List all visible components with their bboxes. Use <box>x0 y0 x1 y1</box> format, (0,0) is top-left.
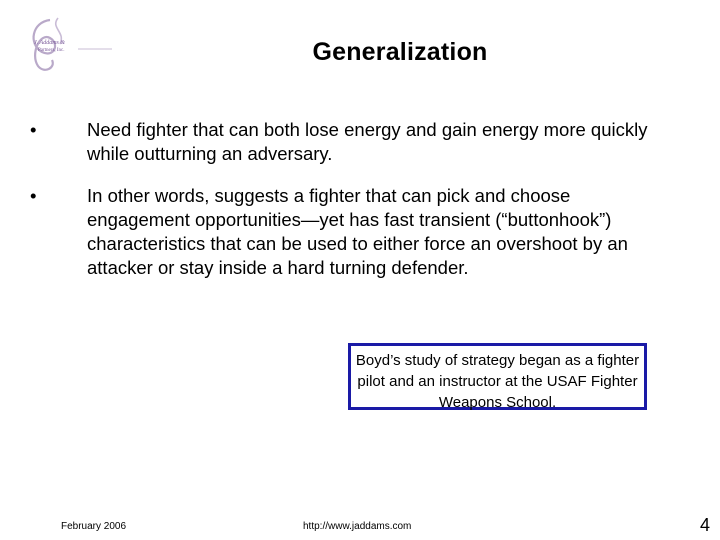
bullet-list <box>30 118 670 298</box>
bullet-text: Need fighter that can both lose energy and gain energy more quickly while outturning an adversary. <box>87 119 648 164</box>
logo-text: J. Addams & <box>34 40 66 46</box>
company-logo-icon <box>20 14 120 74</box>
footer-url: http://www.jaddams.com <box>303 521 412 532</box>
logo-subtext: Partners, Inc. <box>38 48 65 53</box>
bullet-item <box>30 118 670 166</box>
bullet-marker: • <box>30 119 37 140</box>
footer-date: February 2006 <box>61 521 127 532</box>
bullet-marker: • <box>30 185 37 206</box>
bullet-item <box>30 184 670 280</box>
slide-title: Generalization <box>312 38 488 66</box>
callout-box: Boyd’s study of strategy began as a fighter pilot and an instructor at the USAF Fighter Weapons School. <box>348 343 647 410</box>
page-number: 4 <box>700 515 711 535</box>
bullet-text: In other words, suggests a fighter that can pick and choose engagement opportunities—yet has fast transient (“buttonhook”) characteristics that can be used to either force an overshoot by an attacker or stay inside a hard turning defender. <box>87 185 628 278</box>
